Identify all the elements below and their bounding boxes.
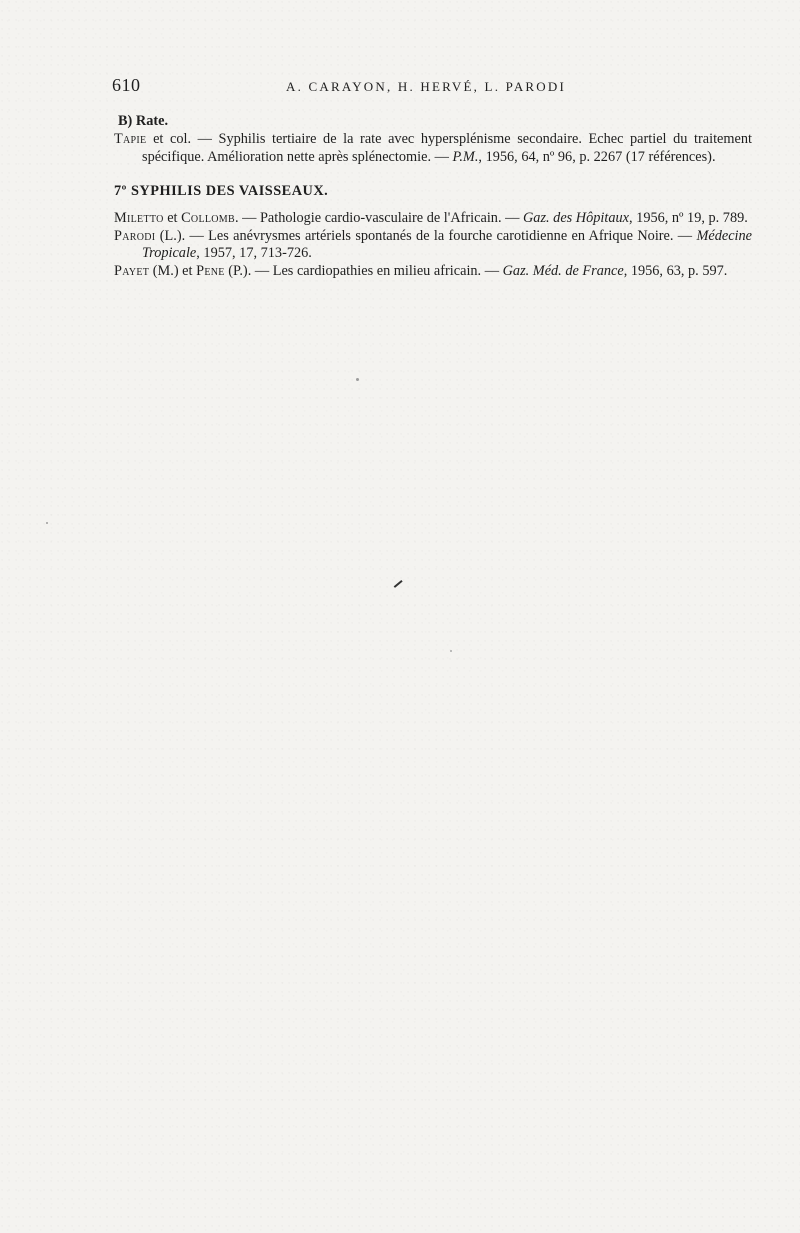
reference-citation: , 1956, nº 19, p. 789. [629, 210, 748, 226]
subsection-title-rate: B) Rate. [118, 113, 169, 129]
paper-speck [450, 650, 452, 652]
reference-author: Payet [114, 262, 150, 279]
rate-entries [114, 131, 752, 166]
reference-citation: , 1956, 64, nº 96, p. 2267 (17 références). [478, 148, 716, 165]
reference-author-suffix: et col. [146, 131, 192, 147]
running-head [112, 75, 748, 97]
reference-title: — Syphilis tertiaire de la rate avec hypersplénisme secondaire. Echec partiel du traitement spécifique. Amélioration nette après splénectomie. — [142, 131, 752, 165]
reference-author: Miletto [114, 210, 164, 226]
header-authors: A. CARAYON, H. HERVÉ, L. PARODI [286, 79, 566, 94]
vessel-entries [114, 210, 752, 280]
section-title-vessels: 7º SYPHILIS DES VAISSEAUX. [114, 183, 329, 199]
reference-journal: P.M. [452, 148, 479, 165]
page-number: 610 [112, 75, 141, 95]
reference-author: Parodi [114, 227, 156, 244]
reference-title: — Les cardiopathies en milieu africain. — [251, 262, 503, 279]
reference-title: — Les anévrysmes artériels spontanés de la fourche carotidienne en Afrique Noire. — [185, 227, 697, 244]
reference-author-join: et [163, 210, 182, 226]
reference-coauthor: Pene [196, 262, 225, 279]
reference-title: — Pathologie cardio-vasculaire de l'Africain. — [238, 210, 523, 226]
paper-speck [356, 378, 359, 381]
reference-entry [114, 263, 752, 281]
reference-journal: Médecine Tropicale [142, 227, 753, 261]
reference-author-join: (M.) et [149, 262, 197, 279]
reference-citation: , 1957, 17, 713-726. [196, 245, 312, 261]
reference-entry [114, 228, 752, 263]
reference-citation: , 1956, 63, p. 597. [623, 262, 728, 279]
reference-journal: Gaz. Méd. de France [502, 262, 624, 279]
reference-author-suffix: (L.). [155, 227, 186, 244]
reference-author-suffix: . [234, 210, 239, 226]
reference-entry [114, 131, 752, 166]
reference-entry [114, 210, 752, 228]
pencil-mark [394, 580, 403, 588]
reference-author: Tapie [114, 131, 147, 147]
paper-speck [46, 522, 48, 524]
reference-coauthor: Collomb [181, 210, 235, 226]
bibliography-content [114, 113, 752, 280]
reference-author-suffix: (P.). [224, 262, 252, 279]
reference-journal: Gaz. des Hôpitaux [522, 210, 630, 226]
